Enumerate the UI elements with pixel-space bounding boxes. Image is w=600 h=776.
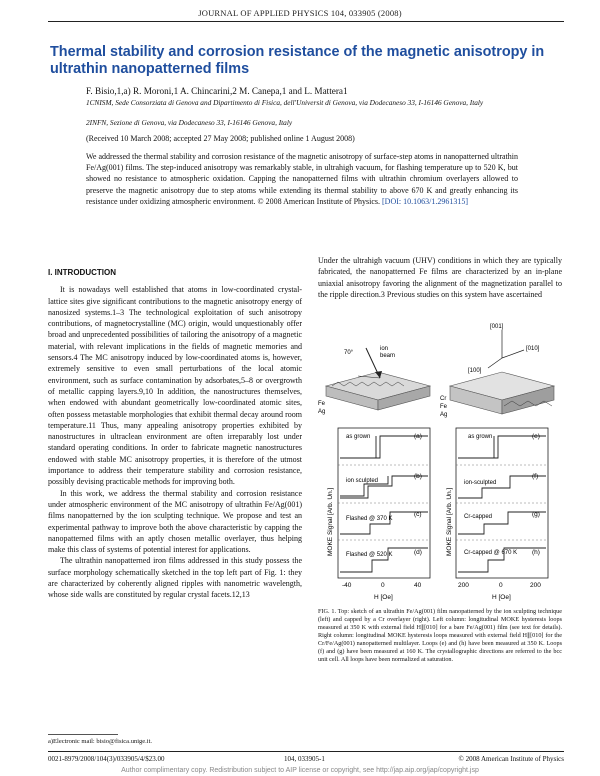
- received-dates: (Received 10 March 2008; accepted 27 May 2008; published online 1 August 2008): [86, 134, 355, 143]
- axis-100: [100]: [468, 368, 482, 374]
- intro-paragraph-1: It is nowadays well established that atoms in low-coordinated crystal-lattice sites give significant contributions to the magnetic anisotropy energy of nanosized systems.1–3 The technological exploitation of such anisotropy contributions, of magnetocrystalline (MC) origin, would unquestionably offer broad and unprecedented possibilities of tailoring the anisotropy of a magnetic material, with relevant implications in the fields of magnetic memories and sensors.4 The MC anisotropy induced by low-coordinated atoms is, however, extremely sensitive to even small perturbations of the local atomic environment, such as surface contamination by adsorbates,5–8 or overgrowth of metallic capping layers.9,10 In addition, the nanostructures themselves, when endowed with abundant geometrically low-coordinated atomic sites, often possess metastable morphologies that exhibit thermal decay around room temperature.11 Thus, many appealing anisotropy properties exhibited by nanostructures in ultraclean environment are often irreparably lost under standard operating conditions. In order to fabricate magnetic nanostructures endowed with stable MC anisotropy properties, it is therefore of the utmost importance to address their temperature stability and corrosion resistance, possibly devising practicable methods for improving both.: [48, 285, 302, 487]
- banner-text[interactable]: Author complimentary copy. Redistribution subject to AIP license or copyright, see http://jap.aip.org/jap/copyright.jsp: [121, 767, 479, 774]
- xtick-left-0: -40: [342, 582, 352, 589]
- footer-issn: 0021-8979/2008/104(3)/033905/4/$23.00: [48, 755, 165, 763]
- left-column: [48, 267, 302, 601]
- xtick-right-0: 200: [458, 582, 469, 589]
- xtick-right-2: 200: [530, 582, 541, 589]
- label-ag: Ag: [318, 409, 326, 415]
- panel-e-label: as grown: [468, 434, 493, 440]
- letter-e: (e): [532, 433, 540, 440]
- xlabel-left: H [Oe]: [374, 594, 393, 601]
- letter-h: (h): [532, 549, 540, 556]
- xtick-right-1: 0: [499, 582, 503, 589]
- letter-d: (d): [414, 549, 422, 556]
- ylabel-left: MOKE Signal [Arb. Un.]: [327, 487, 334, 556]
- abstract-text: We addressed the thermal stability and corrosion resistance of the magnetic anisotropy of surface-step atoms in nanopatterned ultrathin Fe/Ag(001) films. The step-induced anisotropy was remarkably stable, in ultrahigh vacuum, for flashing temperature up to 520 K, but showed no resistance to atmospheric oxidation. Capping the nanopatterned films with ultrathin chromium overlayers allowed to preserve the magnetic anisotropy due to step atoms while extending its thermal stability to above 670 K and greatly enhancing its resistance under oxidizing atmospheric environment. © 2008 American Institute of Physics.: [86, 152, 518, 206]
- label-beam: beam: [380, 353, 396, 359]
- loops-right: [446, 428, 548, 601]
- letter-a: (a): [414, 433, 422, 440]
- footnote: a)Electronic mail: bisio@fisica.unige.it.: [48, 738, 152, 745]
- footer-copyright: © 2008 American Institute of Physics: [458, 755, 564, 763]
- journal-header: JOURNAL OF APPLIED PHYSICS 104, 033905 (2008): [198, 8, 402, 18]
- panel-g-label: Cr-capped: [464, 514, 493, 520]
- xtick-left-1: 0: [381, 582, 385, 589]
- letter-c: (c): [414, 511, 422, 518]
- footer-page: 104, 033905-1: [284, 755, 325, 763]
- doi-link[interactable]: [DOI: 10.1063/1.2961315]: [382, 196, 469, 206]
- label-cr: Cr: [440, 396, 447, 402]
- intro-paragraph-2: In this work, we address the thermal stability and corrosion resistance under atmospheric environment of the MC anisotropy of ultrathin Fe/Ag(001) films nanopatterned by the ion sculpting technique. We propose and test an experimental pathway to improve both the above characteristic by capping the nanopatterned films with an aptly chosen metallic overlayer, thus helping make this class of systems of potential interest for applications.: [48, 488, 302, 555]
- letter-g: (g): [532, 511, 540, 518]
- affiliation-2: 2INFN, Sezione di Genova, via Dodecaneso 33, I-16146 Genova, Italy: [86, 118, 293, 127]
- letter-b: (b): [414, 473, 422, 480]
- affiliation-1: 1CNISM, Sede Consorziata di Genova and Dipartimento di Fisica, dell'Universit di Genova, via Dodecaneso 33, I-16146 Genova, Italy: [86, 98, 484, 107]
- label-fe2: Fe: [440, 404, 448, 410]
- panel-c-label: Flashed @ 370 K: [346, 516, 393, 522]
- label-ag2: Ag: [440, 412, 448, 418]
- figure-caption: FIG. 1. Top: sketch of an ultrathin Fe/Ag(001) film nanopatterned by the ion sculpting technique (left) and capped by a Cr overlayer (right). Left column: longitudinal MOKE hysteresis loops measured at 350 K with external field H∥[010] for a bare Fe/Ag(001) film (see text for details). Right column: longitudinal MOKE hysteresis loops measured with external field H∥[010] for the Cr/Fe/Ag(001) nanopatterned multilayer. Loops (e) and (h) have been measured at 350 K. Loops (f) and (g) have been measured at 160 K. The crystallographic directions are referred to the bcc unit cell. All loops have been normalized at saturation.: [318, 608, 562, 663]
- footer-rule: [48, 751, 564, 752]
- panel-d-label: Flashed @ 520 K: [346, 552, 393, 558]
- sketch-left: [318, 346, 430, 415]
- copyright-banner: [0, 767, 600, 776]
- label-70deg: 70°: [344, 350, 354, 356]
- panel-b-label: ion sculpted: [346, 478, 379, 484]
- sketch-right: [440, 324, 554, 418]
- xtick-left-2: 40: [414, 582, 422, 589]
- loops-left: [327, 428, 430, 601]
- label-ion: ion: [380, 346, 389, 352]
- panel-f-label: ion-sculpted: [464, 480, 497, 486]
- header-rule: [48, 21, 564, 22]
- right-column: [318, 255, 562, 300]
- paper-title: Thermal stability and corrosion resistance of the magnetic anisotropy in ultrathin nanopatterned films: [50, 44, 545, 77]
- ylabel-right: MOKE Signal [Arb. Un.]: [446, 487, 453, 556]
- section-heading: I. INTRODUCTION: [48, 268, 116, 277]
- intro-paragraph-3: The ultrathin nanopatterned iron films addressed in this study possess the surface morphology schematically sketched in the top left part of Fig. 1: they are characterized by coherently aligned ripples with nanometric wavelength, whose side walls are constituted by regular crystal facets.12,13: [48, 556, 302, 600]
- axis-010: [010]: [526, 346, 540, 352]
- footnote-rule: [48, 734, 118, 735]
- axis-001: [001]: [490, 324, 504, 330]
- panel-h-label: Cr-capped @ 670 K: [464, 550, 518, 556]
- label-fe: Fe: [318, 401, 326, 407]
- xlabel-right: H [Oe]: [492, 594, 511, 601]
- letter-f: (f): [532, 473, 539, 480]
- right-paragraph-1: Under the ultrahigh vacuum (UHV) conditions in which they are typically fabricated, the nanopatterned Fe films are characterized by an in-plane uniaxial anisotropy favoring the alignment of the magnetization parallel to the ripple direction.3 Previous studies on this system have ascertained: [318, 256, 562, 299]
- author-list: F. Bisio,1,a) R. Moroni,1 A. Chincarini,2 M. Canepa,1 and L. Mattera1: [86, 86, 348, 96]
- figure-1: [318, 320, 562, 604]
- panel-a-label: as grown: [346, 434, 371, 440]
- abstract: [86, 151, 518, 207]
